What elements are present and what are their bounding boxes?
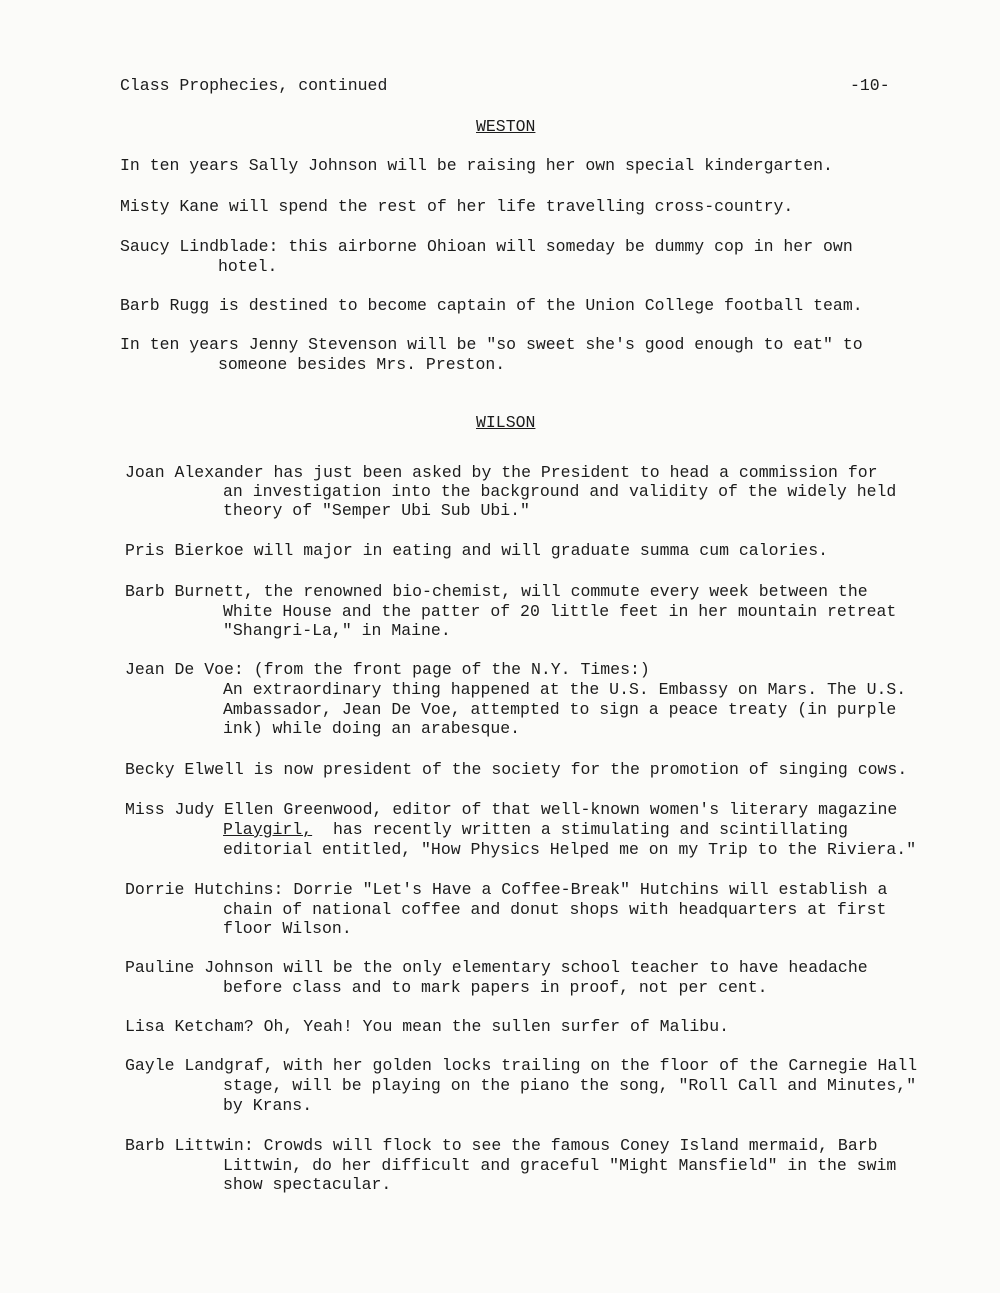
section-heading-wilson: WILSON <box>476 413 536 432</box>
header-title: Class Prophecies, continued <box>120 76 388 95</box>
wilson-entry-line: floor Wilson. <box>223 919 352 938</box>
wilson-entry-line: has recently written a stimulating and scintillating <box>333 820 848 839</box>
weston-entry-line: hotel. <box>218 257 278 276</box>
wilson-entry-line: Lisa Ketcham? Oh, Yeah! You mean the sullen surfer of Malibu. <box>125 1017 729 1036</box>
wilson-entry-line: Barb Littwin: Crowds will flock to see the famous Coney Island mermaid, Barb <box>125 1136 878 1155</box>
wilson-entry-line: Becky Elwell is now president of the society for the promotion of singing cows. <box>125 760 908 779</box>
magazine-title: Playgirl, <box>223 820 313 839</box>
wilson-entry-line: theory of "Semper Ubi Sub Ubi." <box>223 501 530 520</box>
section-heading-weston: WESTON <box>476 117 536 136</box>
wilson-entry-line: before class and to mark papers in proof, not per cent. <box>223 978 768 997</box>
wilson-entry-line: editorial entitled, "How Physics Helped me on my Trip to the Riviera." <box>223 840 917 859</box>
weston-entry-line: Misty Kane will spend the rest of her life travelling cross-country. <box>120 197 794 216</box>
wilson-entry-line: ink) while doing an arabesque. <box>223 719 521 738</box>
wilson-entry-line: White House and the patter of 20 little feet in her mountain retreat <box>223 602 897 621</box>
wilson-entry-line: Gayle Landgraf, with her golden locks trailing on the floor of the Carnegie Hall <box>125 1056 918 1075</box>
wilson-entry-line: Pris Bierkoe will major in eating and will graduate summa cum calories. <box>125 541 829 560</box>
wilson-entry-line: An extraordinary thing happened at the U.S. Embassy on Mars. The U.S. <box>223 680 907 699</box>
wilson-entry-line: Dorrie Hutchins: Dorrie "Let's Have a Coffee-Break" Hutchins will establish a <box>125 880 888 899</box>
page-number: -10- <box>850 76 890 95</box>
wilson-entry-line: Pauline Johnson will be the only elementary school teacher to have headache <box>125 958 868 977</box>
weston-entry-line: Barb Rugg is destined to become captain of the Union College football team. <box>120 296 863 315</box>
wilson-entry-line: stage, will be playing on the piano the song, "Roll Call and Minutes," <box>223 1076 917 1095</box>
wilson-entry-line: by Krans. <box>223 1096 313 1115</box>
wilson-entry-line: Jean De Voe: (from the front page of the N.Y. Times:) <box>125 660 650 679</box>
wilson-entry-line: "Shangri-La," in Maine. <box>223 621 451 640</box>
wilson-entry-line: an investigation into the background and validity of the widely held <box>223 482 897 501</box>
weston-entry-line: someone besides Mrs. Preston. <box>218 355 506 374</box>
wilson-entry-line: Ambassador, Jean De Voe, attempted to sign a peace treaty (in purple <box>223 700 897 719</box>
wilson-entry-line: show spectacular. <box>223 1175 392 1194</box>
wilson-entry-line: Joan Alexander has just been asked by the President to head a commission for <box>125 463 878 482</box>
wilson-entry-line: chain of national coffee and donut shops with headquarters at first <box>223 900 887 919</box>
wilson-entry-line: Littwin, do her difficult and graceful "Might Mansfield" in the swim <box>223 1156 897 1175</box>
weston-entry-line: In ten years Jenny Stevenson will be "so sweet she's good enough to eat" to <box>120 335 863 354</box>
wilson-entry-line: Miss Judy Ellen Greenwood, editor of that well-known women's literary magazine <box>125 800 898 819</box>
wilson-entry-line: Barb Burnett, the renowned bio-chemist, will commute every week between the <box>125 582 868 601</box>
weston-entry-line: In ten years Sally Johnson will be raising her own special kindergarten. <box>120 156 833 175</box>
weston-entry-line: Saucy Lindblade: this airborne Ohioan will someday be dummy cop in her own <box>120 237 853 256</box>
